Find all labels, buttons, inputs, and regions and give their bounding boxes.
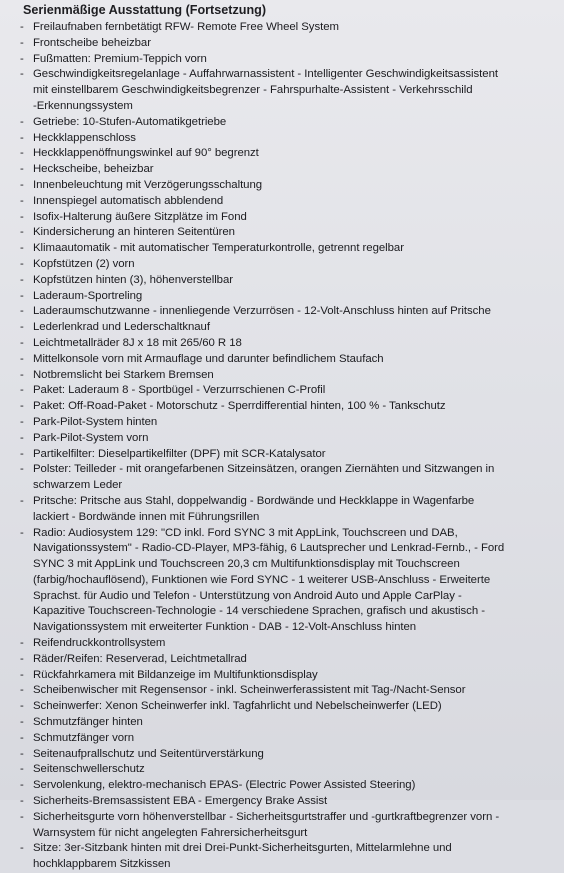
- list-item: [19, 731, 554, 747]
- bullet-dash: -: [20, 68, 24, 81]
- list-item: [19, 289, 554, 305]
- list-item-text: Klimaautomatik - mit automatischer Temperaturkontrolle, getrennt regelbar: [33, 242, 404, 255]
- list-item: [19, 115, 554, 131]
- list-item-text: Servolenkung, elektro-mechanisch EPAS- (Electric Power Assisted Steering): [33, 779, 416, 792]
- bullet-dash: -: [20, 795, 24, 808]
- list-item: [19, 67, 554, 114]
- bullet-dash: -: [20, 384, 24, 397]
- list-item: [19, 210, 554, 226]
- bullet-dash: -: [20, 668, 24, 681]
- list-item-text: Mittelkonsole vorn mit Armauflage und darunter befindlichem Staufach: [33, 352, 384, 365]
- list-item-text: Frontscheibe beheizbar: [33, 36, 151, 49]
- list-item: [19, 715, 554, 731]
- list-item: [19, 636, 554, 652]
- bullet-dash: -: [20, 700, 24, 713]
- list-item-text: Geschwindigkeitsregelanlage - Auffahrwarnassistent - Intelligenter Geschwindigkeitsassistent mit einstellbarem Geschwindigkeitsbegrenzer - Fahrspurhalte-Assistent - Verkehrsschild -Erkennungssystem: [33, 68, 498, 112]
- list-item-text: Polster: Teilleder - mit orangefarbenen Sitzeinsätzen, orangen Ziernähten und Sitzwangen in schwarzem Leder: [33, 463, 495, 492]
- list-item: [19, 526, 554, 637]
- list-item-text: Freilaufnaben fernbetätigt RFW- Remote Free Wheel System: [33, 21, 339, 33]
- bullet-dash: -: [20, 731, 24, 744]
- bullet-dash: -: [20, 763, 24, 776]
- bullet-dash: -: [20, 336, 24, 349]
- bullet-dash: -: [20, 289, 24, 302]
- bullet-dash: -: [20, 352, 24, 365]
- list-item-text: Reifendruckkontrollsystem: [33, 637, 166, 650]
- list-item-text: Sitze: 3er-Sitzbank hinten mit drei Drei-Punkt-Sicherheitsgurten, Mittelarmlehne und hochklappbarem Sitzkissen: [33, 842, 452, 871]
- list-item-text: Radio: Audiosystem 129: "CD inkl. Ford SYNC 3 mit AppLink, Touchscreen und DAB, Navigationssystem" - Radio-CD-Player, MP3-fähig, 6 Lautsprecher und Lenkrad-Fernb., - Ford SYNC 3 mit AppLink und Touchscreen 20,3 cm Multifunktionsdisplay mit Touchscreen (farbig/hochauflösend), Funktionen wie Ford SYNC - 1 weiterer USB-Anschluss - Erweiterte Sprachst. für Audio und Telefon - Unterstützung von Android Auto und Apple CarPlay - Kapazitive Touchscreen-Technologie - 14 verschiedene Sprachen, grafisch und akustisch - Navigationssystem mit erweiterter Funktion - DAB - 12-Volt-Anschluss hinten: [33, 526, 505, 634]
- bullet-dash: -: [20, 21, 24, 33]
- list-item: [19, 146, 554, 162]
- list-item: [19, 273, 554, 289]
- list-item: [19, 399, 554, 415]
- list-item: [19, 447, 554, 463]
- list-item-text: Schmutzfänger hinten: [33, 716, 143, 729]
- list-item-text: Heckklappenschloss: [33, 131, 136, 144]
- list-item: [19, 320, 554, 336]
- bullet-dash: -: [20, 210, 24, 223]
- list-item: [19, 383, 554, 399]
- list-item-text: Park-Pilot-System vorn: [33, 431, 149, 444]
- list-item: [19, 415, 554, 431]
- list-item-text: Paket: Off-Road-Paket - Motorschutz - Sperrdifferential hinten, 100 % - Tankschutz: [33, 400, 446, 413]
- bullet-dash: -: [20, 400, 24, 413]
- list-item-text: Getriebe: 10-Stufen-Automatikgetriebe: [33, 115, 227, 128]
- list-item-text: Seitenschwellerschutz: [33, 763, 145, 776]
- list-item: [19, 178, 554, 194]
- bullet-dash: -: [20, 652, 24, 665]
- list-item: [19, 494, 554, 526]
- bullet-dash: -: [20, 257, 24, 270]
- bullet-dash: -: [20, 447, 24, 460]
- bullet-dash: -: [20, 431, 24, 444]
- bullet-dash: -: [20, 810, 24, 823]
- bullet-dash: -: [20, 163, 24, 176]
- list-item: [19, 668, 554, 684]
- bullet-dash: -: [20, 52, 24, 65]
- bullet-dash: -: [20, 494, 24, 507]
- list-item-text: Park-Pilot-System hinten: [33, 415, 158, 428]
- bullet-dash: -: [20, 526, 24, 539]
- list-item: [19, 431, 554, 447]
- list-item-text: Laderaumschutzwanne - innenliegende Verzurrösen - 12-Volt-Anschluss hinten auf Pritsche: [33, 305, 491, 318]
- list-item-text: Fußmatten: Premium-Teppich vorn: [33, 52, 207, 65]
- bullet-dash: -: [20, 226, 24, 239]
- list-item: [19, 352, 554, 368]
- list-item-text: Innenspiegel automatisch abblendend: [33, 194, 224, 207]
- list-item-text: Heckklappenöffnungswinkel auf 90° begrenzt: [33, 147, 259, 160]
- bullet-dash: -: [20, 321, 24, 334]
- bullet-dash: -: [20, 368, 24, 381]
- list-item-text: Innenbeleuchtung mit Verzögerungsschaltung: [33, 178, 263, 191]
- list-item-text: Partikelfilter: Dieselpartikelfilter (DPF) mit SCR-Katalysator: [33, 447, 326, 460]
- list-item-text: Leichtmetallräder 8J x 18 mit 265/60 R 18: [33, 336, 242, 349]
- bullet-dash: -: [20, 242, 24, 255]
- list-item: [19, 131, 554, 147]
- list-item: [19, 162, 554, 178]
- list-item-text: Laderaum-Sportreling: [33, 289, 143, 302]
- bullet-dash: -: [20, 842, 24, 855]
- list-item-text: Seitenaufprallschutz und Seitentürverstärkung: [33, 747, 264, 760]
- list-item: [19, 241, 554, 257]
- list-item: [19, 225, 554, 241]
- bullet-dash: -: [20, 684, 24, 697]
- bullet-dash: -: [20, 779, 24, 792]
- list-item: [19, 794, 554, 810]
- list-item: [19, 747, 554, 763]
- bullet-dash: -: [20, 747, 24, 760]
- list-item: [19, 699, 554, 715]
- list-item-text: Notbremslicht bei Starkem Bremsen: [33, 368, 214, 381]
- list-item-text: Heckscheibe, beheizbar: [33, 163, 154, 176]
- bullet-dash: -: [20, 305, 24, 318]
- bullet-dash: -: [20, 415, 24, 428]
- list-item-text: Sicherheitsgurte vorn höhenverstellbar - Sicherheitsgurtstraffer und -gurtkraftbegrenzer vorn - Warnsystem für nicht angelegten Fahrersicherheitsgurt: [33, 810, 500, 839]
- list-item: [19, 304, 554, 320]
- list-item-text: Rückfahrkamera mit Bildanzeige im Multifunktionsdisplay: [33, 668, 318, 681]
- bullet-dash: -: [20, 147, 24, 160]
- list-item-text: Scheinwerfer: Xenon Scheinwerfer inkl. Tagfahrlicht und Nebelscheinwerfer (LED): [33, 700, 442, 713]
- bullet-dash: -: [20, 716, 24, 729]
- list-item: [19, 683, 554, 699]
- list-item: [19, 336, 554, 352]
- list-item: [19, 652, 554, 668]
- bullet-dash: -: [20, 178, 24, 191]
- bullet-dash: -: [20, 194, 24, 207]
- list-item: [19, 810, 554, 842]
- list-item-text: Isofix-Halterung äußere Sitzplätze im Fond: [33, 210, 247, 223]
- list-item: [19, 257, 554, 273]
- list-item-text: Sicherheits-Bremsassistent EBA - Emergency Brake Assist: [33, 795, 328, 808]
- bullet-dash: -: [20, 273, 24, 286]
- list-item: [19, 462, 554, 494]
- list-item-text: Pritsche: Pritsche aus Stahl, doppelwandig - Bordwände und Heckklappe in Wagenfarbe lackiert - Bordwände innen mit Führungsrillen: [33, 494, 475, 523]
- list-item: [19, 762, 554, 778]
- list-item-text: Räder/Reifen: Reserverad, Leichtmetallrad: [33, 652, 247, 665]
- equipment-list: [19, 20, 554, 873]
- section-heading: Serienmäßige Ausstattung (Fortsetzung): [23, 3, 267, 17]
- list-item: [19, 20, 554, 36]
- list-item-text: Lederlenkrad und Lederschaltknauf: [33, 321, 210, 334]
- list-item-text: Kopfstützen hinten (3), höhenverstellbar: [33, 273, 233, 286]
- bullet-dash: -: [20, 131, 24, 144]
- list-item: [19, 194, 554, 210]
- list-item-text: Kopfstützen (2) vorn: [33, 257, 135, 270]
- list-item: [19, 52, 554, 68]
- list-item-text: Scheibenwischer mit Regensensor - inkl. Scheinwerferassistent mit Tag-/Nacht-Sensor: [33, 684, 466, 697]
- bullet-dash: -: [20, 463, 24, 476]
- bullet-dash: -: [20, 36, 24, 49]
- list-item: [19, 778, 554, 794]
- list-item-text: Paket: Laderaum 8 - Sportbügel - Verzurrschienen C-Profil: [33, 384, 326, 397]
- list-item: [19, 841, 554, 873]
- bullet-dash: -: [20, 637, 24, 650]
- list-item: [19, 368, 554, 384]
- bullet-dash: -: [20, 115, 24, 128]
- list-item-text: Schmutzfänger vorn: [33, 731, 135, 744]
- list-item-text: Kindersicherung an hinteren Seitentüren: [33, 226, 235, 239]
- list-item: [19, 36, 554, 52]
